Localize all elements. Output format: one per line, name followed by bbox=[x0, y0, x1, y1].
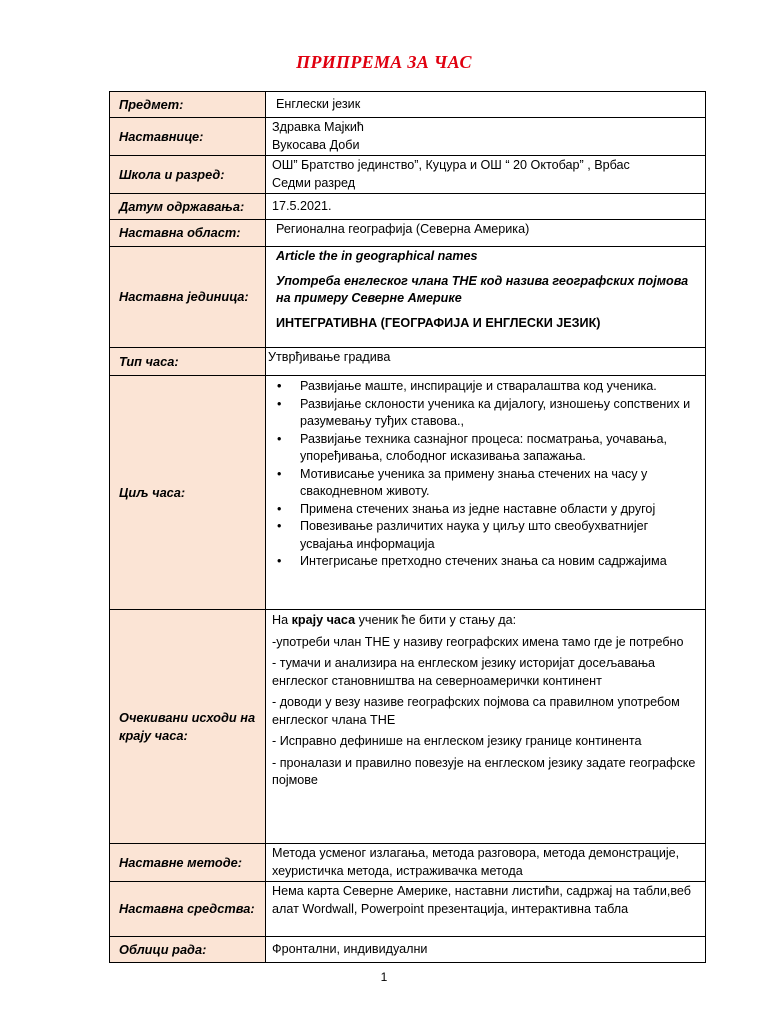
row-goal bbox=[110, 376, 706, 610]
label-methods: Наставне методе: bbox=[110, 844, 266, 882]
label-forms: Облици рада: bbox=[110, 937, 266, 963]
teacher-name: Вукосава Доби bbox=[272, 137, 360, 152]
goal-item: • Мотивисање ученика за примену знања стечених на часу у свакодневном животу. bbox=[300, 466, 700, 501]
row-type bbox=[110, 348, 706, 376]
row-outcomes bbox=[110, 610, 706, 844]
outcome-item: - доводи у везу називе географских појмова са правилном употребом енглеског члана THE bbox=[272, 695, 680, 727]
unit-title-serbian: Употреба енглеског члана THE код назива географских појмова на примеру Северне Америке bbox=[276, 273, 689, 305]
outcome-item: - тумачи и анализира на енглеском језику историјат досељавања енглеског становништва на северноамерички континент bbox=[272, 656, 656, 688]
value-forms: Фронтални, индивидуални bbox=[266, 937, 706, 963]
row-methods bbox=[110, 844, 706, 882]
goal-item: • Интегрисање претходно стечених знања са новим садржајима bbox=[300, 553, 700, 571]
label-date: Датум одржавања: bbox=[110, 194, 266, 220]
label-resources: Наставна средства: bbox=[110, 882, 266, 937]
page-number: 1 bbox=[380, 970, 388, 984]
row-subject bbox=[110, 92, 706, 118]
row-school bbox=[110, 156, 706, 194]
value-area: Регионална географија (Северна Америка) bbox=[266, 220, 706, 247]
outcomes-intro-bold: крају часа bbox=[291, 613, 356, 627]
lesson-plan-table bbox=[109, 91, 706, 963]
outcome-item: - Исправно дефинише на енглеском језику границе континента bbox=[272, 734, 642, 748]
value-school bbox=[266, 156, 706, 194]
goal-item: • Повезивање различитих наука у циљу што свеобухватнијег усвајања информација bbox=[300, 518, 700, 553]
goal-item: • Примена стечених знања из једне наставне области у другој bbox=[300, 501, 700, 519]
label-type: Тип часа: bbox=[110, 348, 266, 376]
value-date: 17.5.2021. bbox=[266, 194, 706, 220]
value-outcomes bbox=[266, 610, 706, 844]
value-type: Утврђивање градива bbox=[266, 348, 706, 376]
outcome-item: - проналази и правилно повезује на енглеском језику задате географске појмове bbox=[272, 755, 696, 787]
label-unit: Наставна јединица: bbox=[110, 247, 266, 348]
grade: Седми разред bbox=[272, 175, 356, 190]
value-resources: Нема карта Северне Америке, наставни листићи, садржај на табли,веб алат Wordwall, Powerpoint презентација, интерактивна табла bbox=[266, 882, 706, 937]
value-teachers bbox=[266, 118, 706, 156]
label-teachers: Наставнице: bbox=[110, 118, 266, 156]
goal-list bbox=[272, 378, 700, 571]
page-title: ПРИПРЕМА ЗА ЧАС bbox=[296, 52, 472, 72]
label-outcomes: Очекивани исходи на крају часа: bbox=[110, 610, 266, 844]
outcome-item: -употреби члан THE у називу географских имена тамо где је потребно bbox=[272, 634, 684, 649]
row-date bbox=[110, 194, 706, 220]
label-subject: Предмет: bbox=[110, 92, 266, 118]
goal-item: • Развијање склоности ученика ка дијалогу, изношењу сопствених и разумевању туђих ставова., bbox=[300, 396, 700, 431]
outcomes-intro-pre: На bbox=[272, 613, 292, 627]
outcomes-intro-post: ученик ће бити у стању да: bbox=[355, 613, 517, 627]
school-name: ОШ” Братство јединство”, Куцура и ОШ “ 20 Октобар” , Врбас bbox=[272, 158, 630, 172]
outcomes-intro bbox=[272, 612, 700, 630]
unit-title-english: Article the in geographical names bbox=[276, 249, 478, 263]
row-resources bbox=[110, 882, 706, 937]
row-unit bbox=[110, 247, 706, 348]
goal-item: • Развијање техника сазнајног процеса: посматрања, уочавања, упоређивања, слободног исказивања запажања. bbox=[300, 431, 700, 466]
row-forms bbox=[110, 937, 706, 963]
label-area: Наставна област: bbox=[110, 220, 266, 247]
label-school: Школа и разред: bbox=[110, 156, 266, 194]
value-methods: Метода усменог излагања, метода разговора, метода демонстрације, хеуристичка метода, истраживачка метода bbox=[266, 844, 706, 882]
value-subject: Енглески језик bbox=[266, 92, 706, 118]
value-unit bbox=[266, 247, 706, 348]
unit-integrative: ИНТЕГРАТИВНА (ГЕОГРАФИЈА И ЕНГЛЕСКИ ЈЕЗИК) bbox=[276, 315, 601, 330]
goal-item: • Развијање маште, инспирације и стваралаштва код ученика. bbox=[300, 378, 700, 396]
row-area bbox=[110, 220, 706, 247]
row-teachers bbox=[110, 118, 706, 156]
label-goal: Циљ часа: bbox=[110, 376, 266, 610]
value-goal bbox=[266, 376, 706, 610]
teacher-name: Здравка Мајкић bbox=[272, 120, 364, 134]
